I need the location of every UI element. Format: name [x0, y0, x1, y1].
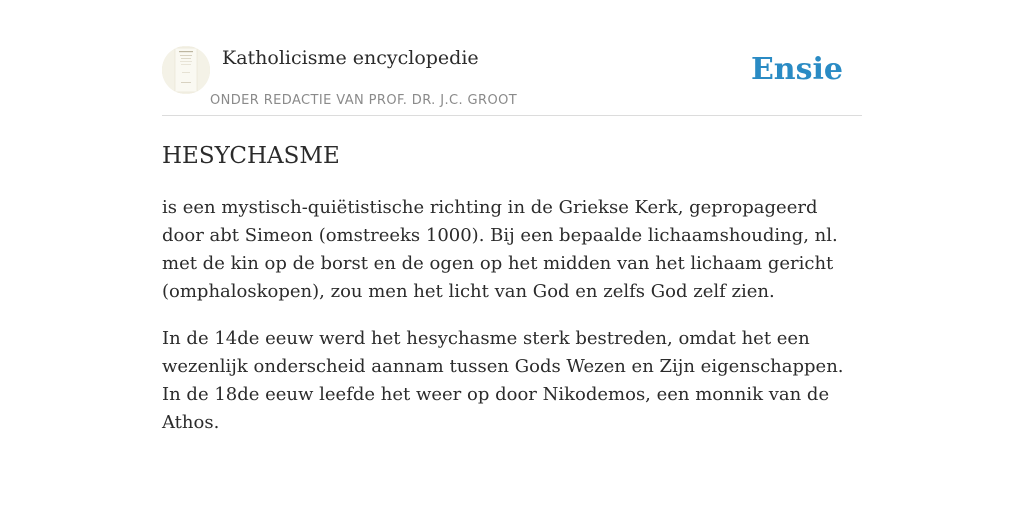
entry-paragraph: is een mystisch-quiëtistische richting in de Griekse Kerk, gepropageerd door abt Simeon (omstreeks 1000). Bij een bepaalde lichaamshouding, nl. met de kin op de borst en de ogen op het midden van het lichaam gericht (omphaloskopen), zou men het licht van God en zelfs God zelf zien. [162, 197, 838, 302]
editor-credit: ONDER REDACTIE VAN PROF. DR. J.C. GROOT [210, 93, 518, 108]
ensie-logo[interactable]: Ensie [750, 52, 843, 87]
book-cover-icon[interactable] [162, 46, 210, 94]
header [162, 0, 862, 116]
entry-paragraph: In de 14de eeuw werd het hesychasme sterk bestreden, omdat het een wezenlijk onderscheid aannam tussen Gods Wezen en Zijn eigenschappen. In de 18de eeuw leefde het weer op door Nikodemos, een monnik van de Athos. [162, 328, 844, 433]
page-container [162, 0, 862, 437]
entry-title: HESYCHASME [162, 143, 340, 169]
book-title[interactable]: Katholicisme encyclopedie [222, 47, 479, 69]
